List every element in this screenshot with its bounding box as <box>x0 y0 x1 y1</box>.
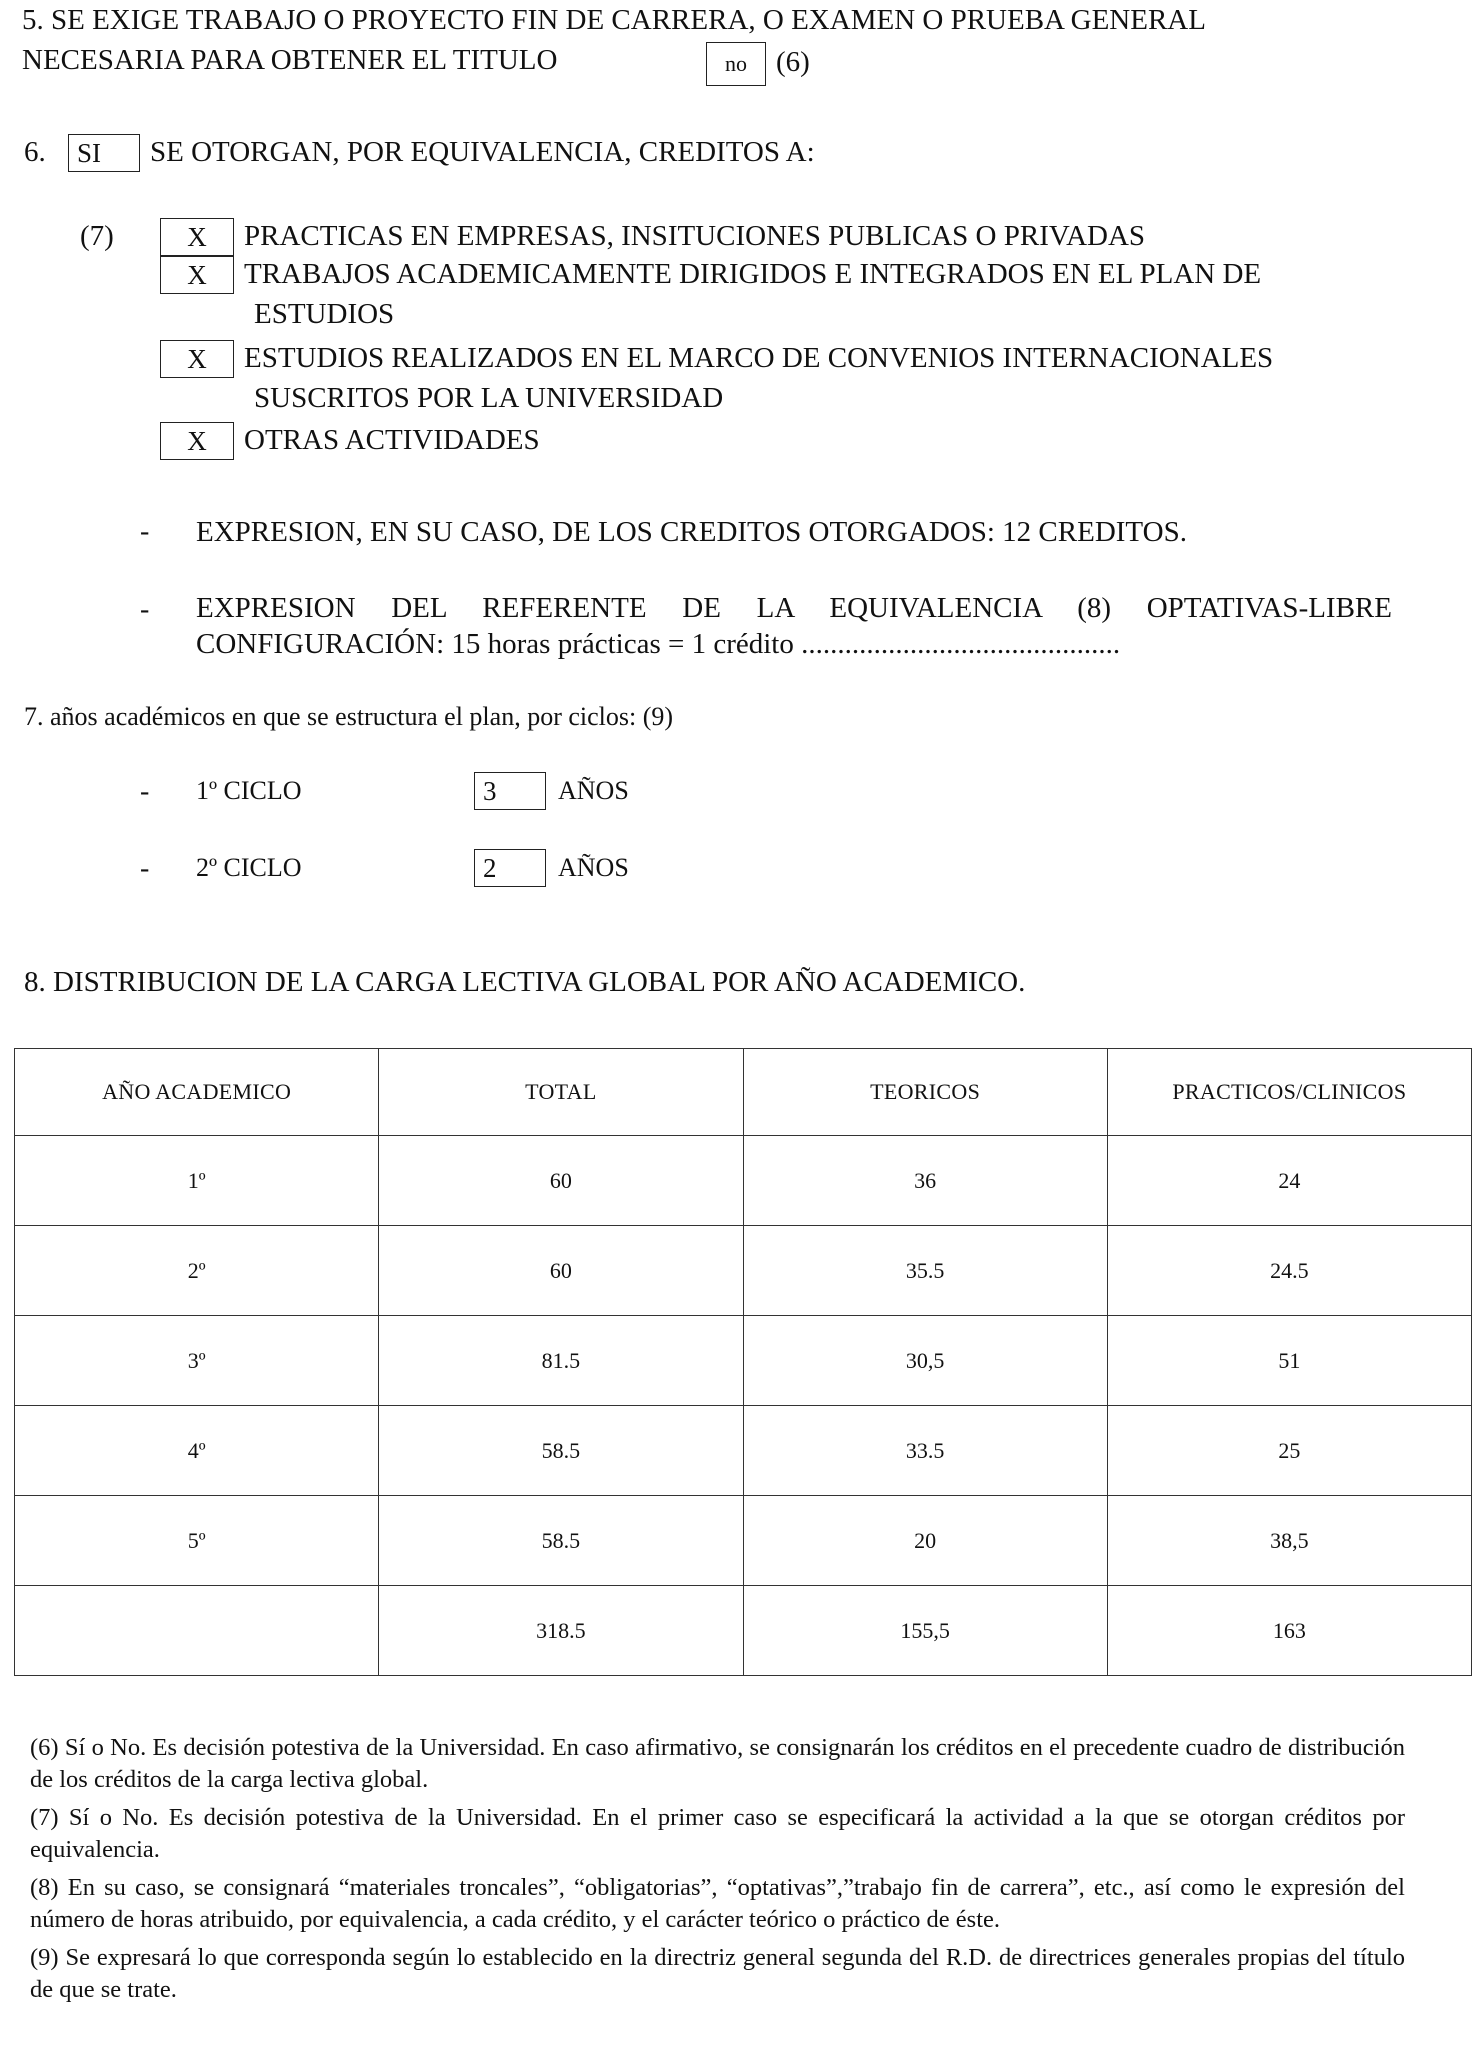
table-row <box>15 1226 1472 1316</box>
cell-practicos: 51 <box>1107 1316 1471 1406</box>
checkbox-practicas: X <box>160 218 234 256</box>
cell-total: 81.5 <box>379 1316 743 1406</box>
cell-practicos: 163 <box>1107 1586 1471 1676</box>
cell-year: 2º <box>15 1226 379 1316</box>
table-row <box>15 1406 1472 1496</box>
checkbox-estudios: X <box>160 340 234 378</box>
expression-credits: EXPRESION, EN SU CASO, DE LOS CREDITOS OTORGADOS: 12 CREDITOS. <box>196 516 1187 548</box>
section6-note-ref: (7) <box>80 220 114 252</box>
cycle1-label: 1º CICLO <box>196 776 302 805</box>
cell-practicos: 25 <box>1107 1406 1471 1496</box>
bullet-dash: - <box>140 853 150 884</box>
footnote-8: (8) En su caso, se consignará “materiales troncales”, “obligatorias”, “optativas”,”trabajo fin de carrera”, etc., así como le expresión del número de horas atribuido, por equivalencia, a cada crédito, y el carácter teórico o práctico de éste. <box>30 1874 1405 1933</box>
item-trabajos-label-line2: ESTUDIOS <box>254 298 395 330</box>
table-row <box>15 1316 1472 1406</box>
cycle1-years-box: 3 <box>474 772 546 810</box>
section5-note-ref: (6) <box>776 46 810 78</box>
expression-referent-line1: EXPRESION DEL REFERENTE DE LA EQUIVALENCIA (8) OPTATIVAS-LIBRE <box>196 592 1392 624</box>
cell-year: 1º <box>15 1136 379 1226</box>
table-row <box>15 1496 1472 1586</box>
section5-answer-box: no <box>706 42 766 86</box>
cell-total: 60 <box>379 1136 743 1226</box>
header-ano-academico: AÑO ACADEMICO <box>15 1049 379 1136</box>
footnote-7: (7) Sí o No. Es decisión potestiva de la Universidad. En el primer caso se especificará la actividad a la que se otorgan créditos por equivalencia. <box>30 1804 1405 1863</box>
carga-lectiva-table <box>14 1048 1472 1676</box>
cell-total: 58.5 <box>379 1406 743 1496</box>
cell-practicos: 38,5 <box>1107 1496 1471 1586</box>
item-estudios-label-line2: SUSCRITOS POR LA UNIVERSIDAD <box>254 382 724 414</box>
expression-referent-line2: CONFIGURACIÓN: 15 horas prácticas = 1 crédito ............................................ <box>196 628 1121 660</box>
section5-line1: 5. SE EXIGE TRABAJO O PROYECTO FIN DE CARRERA, O EXAMEN O PRUEBA GENERAL <box>22 4 1206 36</box>
section5-line2: NECESARIA PARA OBTENER EL TITULO <box>22 44 558 76</box>
section7-title: 7. años académicos en que se estructura el plan, por ciclos: (9) <box>24 702 674 731</box>
item-trabajos-label: TRABAJOS ACADEMICAMENTE DIRIGIDOS E INTEGRADOS EN EL PLAN DE <box>244 258 1262 290</box>
cell-teoricos: 155,5 <box>743 1586 1107 1676</box>
cell-year <box>15 1586 379 1676</box>
cycle2-years-box: 2 <box>474 849 546 887</box>
footnote-9: (9) Se expresará lo que corresponda según lo establecido en la directriz general segunda del R.D. de directrices generales propias del título de que se trate. <box>30 1944 1405 2003</box>
cycle2-label: 2º CICLO <box>196 853 302 882</box>
item-otras-label: OTRAS ACTIVIDADES <box>244 424 540 456</box>
cell-teoricos: 30,5 <box>743 1316 1107 1406</box>
cell-total: 318.5 <box>379 1586 743 1676</box>
section6-title: SE OTORGAN, POR EQUIVALENCIA, CREDITOS A: <box>150 136 815 168</box>
table-header-row <box>15 1049 1472 1136</box>
checkbox-trabajos: X <box>160 256 234 294</box>
cell-year: 3º <box>15 1316 379 1406</box>
header-practicos: PRACTICOS/CLINICOS <box>1107 1049 1471 1136</box>
section8-title: 8. DISTRIBUCION DE LA CARGA LECTIVA GLOBAL POR AÑO ACADEMICO. <box>24 966 1026 998</box>
cycle2-unit: AÑOS <box>558 853 629 882</box>
table-total-row <box>15 1586 1472 1676</box>
footnote-6: (6) Sí o No. Es decisión potestiva de la Universidad. En caso afirmativo, se consignarán los créditos en el precedente cuadro de distribución de los créditos de la carga lectiva global. <box>30 1734 1405 1793</box>
expression-referent-line2-wrap <box>196 628 1120 661</box>
cell-teoricos: 36 <box>743 1136 1107 1226</box>
item-practicas-label: PRACTICAS EN EMPRESAS, INSITUCIONES PUBLICAS O PRIVADAS <box>244 220 1146 252</box>
section6-answer-box: SI <box>68 134 140 172</box>
bullet-dash: - <box>140 516 150 547</box>
bullet-dash: - <box>140 776 150 807</box>
cycle1-unit: AÑOS <box>558 776 629 805</box>
cell-teoricos: 33.5 <box>743 1406 1107 1496</box>
checkbox-otras: X <box>160 422 234 460</box>
cell-teoricos: 20 <box>743 1496 1107 1586</box>
section6-number: 6. <box>24 136 46 168</box>
bullet-dash: - <box>140 594 150 625</box>
cell-total: 60 <box>379 1226 743 1316</box>
table-row <box>15 1136 1472 1226</box>
footnotes <box>30 1732 1405 2012</box>
cell-practicos: 24.5 <box>1107 1226 1471 1316</box>
header-teoricos: TEORICOS <box>743 1049 1107 1136</box>
header-total: TOTAL <box>379 1049 743 1136</box>
cell-year: 5º <box>15 1496 379 1586</box>
cell-total: 58.5 <box>379 1496 743 1586</box>
cell-teoricos: 35.5 <box>743 1226 1107 1316</box>
cell-year: 4º <box>15 1406 379 1496</box>
cell-practicos: 24 <box>1107 1136 1471 1226</box>
item-estudios-label: ESTUDIOS REALIZADOS EN EL MARCO DE CONVENIOS INTERNACIONALES <box>244 342 1274 374</box>
